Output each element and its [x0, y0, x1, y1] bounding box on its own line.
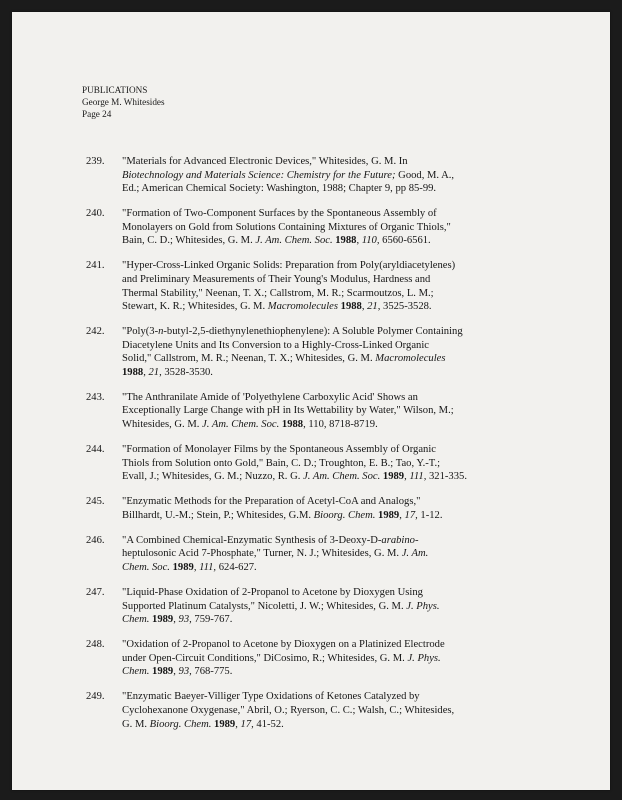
- citation-text: Thermal Stability," Neenan, T. X.; Callstrom, M. R.; Scarmoutzos, L. M.;: [122, 287, 434, 299]
- citation-text: ,: [235, 718, 241, 730]
- citation-text: Evall, J.; Whitesides, G. M.; Nuzzo, R. G.: [122, 471, 304, 483]
- citation-text: -: [414, 534, 419, 546]
- citation-text: "Oxidation of 2-Propanol to Acetone by Dioxygen on a Platinized Electrode: [122, 639, 445, 651]
- citation-line: [122, 207, 596, 221]
- citation-text: 17,: [240, 718, 254, 730]
- citation-text: 1-12.: [417, 509, 443, 521]
- entry-number: 242.: [86, 326, 105, 338]
- citation-line: [122, 155, 596, 169]
- citation-line: [122, 443, 596, 457]
- entry-number: 247.: [86, 586, 105, 598]
- citation-text: "Enzymatic Baeyer-Villiger Type Oxidations of Ketones Catalyzed by: [122, 691, 420, 703]
- citation-text: 1989: [152, 666, 174, 678]
- citation-text: 321-335.: [426, 471, 467, 483]
- publication-entry: [86, 155, 596, 196]
- citation-line: [122, 182, 596, 196]
- document-page: [12, 12, 610, 790]
- citation-text: 1988: [122, 366, 144, 378]
- citation-line: [122, 221, 596, 235]
- citation-text: 624-627.: [216, 561, 257, 573]
- citation-line: [122, 259, 596, 273]
- entry-number: 248.: [86, 639, 105, 651]
- citation-text: heptulosonic Acid 7-Phosphate," Turner, N. J.; Whitesides, G. M.: [122, 548, 402, 560]
- publication-entry: [86, 443, 596, 484]
- citation-text: 93,: [178, 614, 192, 626]
- citation-line: [122, 457, 596, 471]
- citation-text: Bain, C. D.; Whitesides, G. M.: [122, 235, 256, 247]
- citation-text: Monolayers on Gold from Solutions Containing Mixtures of Organic Thiols,": [122, 221, 451, 233]
- citation-text: ,: [143, 366, 149, 378]
- citation-text: 21,: [367, 301, 381, 313]
- citation-text: 3525-3528.: [380, 301, 432, 313]
- citation-text: n: [158, 326, 164, 338]
- citation-text: 6560-6561.: [379, 235, 431, 247]
- citation-text: and Preliminary Measurements of Their Young's Modulus, Hardness and: [122, 273, 431, 285]
- citation-text: J. Phys.: [407, 652, 441, 664]
- citation-text: -butyl-2,5-diethynylenethiophenylene): A Soluble Polymer Containing: [163, 326, 463, 338]
- citation-text: Biotechnology and Materials Science: Chemistry for the Future;: [122, 169, 396, 181]
- citation-line: [122, 690, 596, 704]
- page-header: [82, 84, 165, 121]
- citation-text: Exceptionally Large Change with pH in Its Wettability by Water," Wilson, M.;: [122, 405, 454, 417]
- citation-line: [122, 169, 596, 183]
- citation-text: 759-767.: [191, 614, 233, 626]
- citation-text: 1989: [214, 718, 236, 730]
- citation-text: "Formation of Monolayer Films by the Spontaneous Assembly of Organic: [122, 444, 436, 456]
- citation-line: [122, 638, 596, 652]
- citation-text: Diacetylene Units and Its Conversion to a Highly-Cross-Linked Organic: [122, 339, 429, 351]
- citation-text: Macromolecules: [267, 301, 338, 313]
- citation-line: [122, 665, 596, 679]
- citation-text: J. Am.: [401, 548, 429, 560]
- citation-text: Ed.; American Chemical Society: Washington, 1988; Chapter 9, pp 85-99.: [122, 183, 437, 195]
- publication-entry: [86, 586, 596, 627]
- citation-text: 1988: [340, 301, 362, 313]
- citation-text: Supported Platinum Catalysts," Nicoletti, J. W.; Whitesides, G. M.: [122, 600, 407, 612]
- publication-entry: [86, 207, 596, 248]
- header-author: George M. Whitesides: [82, 97, 165, 108]
- citation-text: ,: [173, 666, 179, 678]
- citation-text: "A Combined Chemical-Enzymatic Synthesis of 3-Deoxy-D-: [122, 534, 382, 546]
- citation-text: , 110, 8718-8719.: [303, 419, 378, 431]
- citation-text: ,: [399, 509, 405, 521]
- entry-number: 244.: [86, 444, 105, 456]
- citation-text: ,: [404, 471, 410, 483]
- citation-text: Stewart, K. R.; Whitesides, G. M.: [122, 301, 268, 313]
- citation-line: [122, 534, 596, 548]
- entry-number: 239.: [86, 156, 105, 167]
- citation-text: "The Anthranilate Amide of 'Polyethylene Carboxylic Acid' Shows an: [122, 391, 418, 403]
- publication-entry: [86, 534, 596, 575]
- citation-text: 1988: [335, 235, 357, 247]
- citation-line: [122, 418, 596, 432]
- citation-line: [122, 404, 596, 418]
- entry-number: 245.: [86, 496, 105, 508]
- citation-text: Whitesides, G. M.: [122, 419, 203, 431]
- citation-text: Chem. Soc.: [122, 561, 170, 573]
- citation-text: "Hyper-Cross-Linked Organic Solids: Preparation from Poly(aryldiacetylenes): [122, 260, 456, 272]
- citation-line: [122, 391, 596, 405]
- citation-line: [122, 509, 596, 523]
- citation-text: Chem.: [122, 666, 150, 678]
- citation-text: 111,: [409, 471, 427, 483]
- entry-number: 240.: [86, 208, 105, 220]
- citation-line: [122, 600, 596, 614]
- citation-text: under Open-Circuit Conditions," DiCosimo, R.; Whitesides, G. M.: [122, 652, 408, 664]
- entry-number: 246.: [86, 534, 105, 546]
- citation-text: Billhardt, U.-M.; Stein, P.; Whitesides, G.M.: [122, 509, 314, 521]
- citation-text: "Poly(3-: [122, 326, 159, 338]
- citation-line: [122, 613, 596, 627]
- citation-line: [122, 287, 596, 301]
- citation-text: Solid," Callstrom, M. R.; Neenan, T. X.; Whitesides, G. M.: [122, 353, 376, 365]
- citation-line: [122, 352, 596, 366]
- citation-text: 1989: [172, 561, 194, 573]
- citation-text: "Liquid-Phase Oxidation of 2-Propanol to Acetone by Dioxygen Using: [122, 586, 423, 598]
- publication-entry: [86, 495, 596, 522]
- citation-text: arabino: [381, 534, 415, 546]
- citation-line: [122, 652, 596, 666]
- citation-line: [122, 470, 596, 484]
- citation-text: 3528-3530.: [161, 366, 213, 378]
- citation-text: ,: [193, 561, 200, 573]
- citation-line: [122, 495, 596, 509]
- citation-text: 21,: [148, 366, 162, 378]
- citation-text: 110,: [361, 235, 380, 247]
- citation-text: 93,: [178, 666, 192, 678]
- citation-text: J. Phys.: [406, 600, 440, 612]
- citation-text: 1988: [281, 419, 304, 431]
- publication-entry: [86, 391, 596, 432]
- citation-text: "Materials for Advanced Electronic Devices," Whitesides, G. M. In: [122, 156, 408, 167]
- citation-line: [122, 561, 596, 575]
- publication-entry: [86, 638, 596, 679]
- citation-text: "Enzymatic Methods for the Preparation of Acetyl-CoA and Analogs,": [122, 496, 421, 508]
- citation-text: J. Am. Chem. Soc.: [303, 471, 381, 483]
- citation-text: ,: [173, 614, 179, 626]
- publication-entry: [86, 325, 596, 379]
- citation-line: [122, 547, 596, 561]
- publication-entry: [86, 690, 596, 731]
- citation-text: G. M.: [122, 718, 150, 730]
- citation-line: [122, 273, 596, 287]
- publication-list: [86, 155, 596, 742]
- citation-line: [122, 325, 596, 339]
- citation-text: 17,: [404, 509, 418, 521]
- header-title: PUBLICATIONS: [82, 85, 148, 95]
- citation-text: "Formation of Two-Component Surfaces by the Spontaneous Assembly of: [122, 208, 437, 220]
- citation-text: Cyclohexanone Oxygenase," Abril, O.; Ryerson, C. C.; Walsh, C.; Whitesides,: [122, 704, 455, 716]
- citation-text: 768-775.: [191, 666, 233, 678]
- citation-text: Thiols from Solution onto Gold," Bain, C. D.; Troughton, E. B.; Tao, Y.-T.;: [122, 457, 441, 469]
- citation-text: Macromolecules: [375, 353, 446, 365]
- citation-line: [122, 339, 596, 353]
- citation-text: 1989: [378, 509, 400, 521]
- citation-text: 1989: [382, 471, 405, 483]
- citation-text: 41-52.: [253, 718, 284, 730]
- citation-text: Bioorg. Chem.: [313, 509, 376, 521]
- citation-text: Chem.: [122, 614, 150, 626]
- entry-number: 249.: [86, 691, 105, 703]
- header-page-number: Page 24: [82, 109, 112, 120]
- citation-text: ,: [356, 235, 362, 247]
- entry-number: 241.: [86, 260, 105, 272]
- citation-line: [122, 704, 596, 718]
- citation-line: [122, 718, 596, 732]
- citation-text: 1989: [152, 614, 174, 626]
- citation-line: [122, 586, 596, 600]
- citation-text: J. Am. Chem. Soc.: [202, 419, 280, 431]
- citation-text: J. Am. Chem. Soc.: [255, 235, 333, 247]
- citation-text: ,: [361, 301, 368, 313]
- citation-line: [122, 300, 596, 314]
- citation-line: [122, 366, 596, 380]
- citation-line: [122, 234, 596, 248]
- citation-text: Bioorg. Chem.: [149, 718, 212, 730]
- citation-text: Good, M. A.,: [395, 169, 455, 181]
- entry-number: 243.: [86, 391, 105, 403]
- citation-text: 111,: [199, 561, 217, 573]
- publication-entry: [86, 259, 596, 313]
